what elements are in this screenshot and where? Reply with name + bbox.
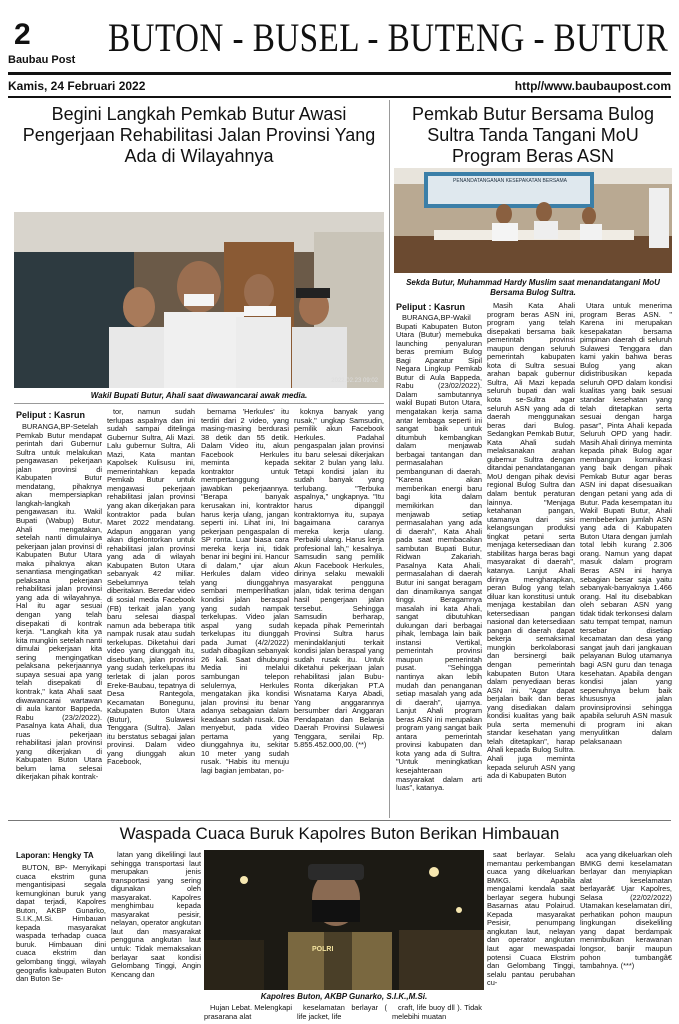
article3-column-3: Hujan Lebat. Melengkapi prasarana alat <box>204 1004 292 1021</box>
officials-photo-illustration <box>14 212 384 388</box>
article3-column-5-tail: craft, life buoy dll ). Tidak melebihi muatan <box>392 1004 482 1021</box>
article2-column-2: Masih Kata Ahali program beras ASN ini, program yang telah disepakati bersama baik pemerintah provinsi maupun dengan seluruh pemerintah kabupaten kota di Sultra sesuai arahan bapak gubernur Sultra, Ali Mazi kepada seluruh bupati dan wali kota se-Sultra agar seluruh ASN yang ada di daerah menggunakan beras dari Bulog. Sedangkan Pemkab Butur, Kata Ahali sudah melaksanakan arahan gubernur Sultra dengan ditandai penandatanganan MoU dengan pihak devisi regional Bulog Sultra dan dalam bentuk peraturan lainnya. "Menjaga ketahanan pangan, utamanya dari sisi kelangsungan produksi tingkat petani serta menjaga ketersediaan dan stabilitas harga beras bagi masyarakat di daerah", katanya. Lanjut Ahali dirinya mengharapkan, peran Bulog yang telah diluar kan konstitusi untuk menjaga kestabilan dan ketersediaan pangan nasional dan ketersediaan pangan di daerah dapat bekerja semaksimal mungkin berkolaborasi dan bersinergi baik dengan pemerintah kabupaten Buton Utara dalam penyediaan beras ASN ini. "Agar dapat berjalan baik dan beras yang disediakan dalam kondisi kualitas yang baik pula serta memenuhi standar kesehatan yang telah ditetapkan", harap Ahali kepada Bulog Sultra. Ahali juga meminta kepada seluruh ASN yang ada di Kabupaten Buton <box>487 302 575 781</box>
article3-column-5: saat berlayar. Selalu memantau perkembangan cuaca yang dikeluarkan BMKG. Apabila mengalami kendala saat berlayar segera hubungi Basarnas atau Polairud. Kepada masyarakat Pesisir, penumpang angkutan laut, nelayan dan operator angkutan laut agar mewaspadai potensi Cuaca Ekstrim dan Gelombang Tinggi, selalu pantau perubahan cu- <box>487 851 575 988</box>
article1-headline: Begini Langkah Pemkab Butur Awasi Pengerjaan Rehabilitasi Jalan Provinsi Yang Ada di Wilayahnya <box>22 104 376 166</box>
article2-photo <box>394 168 672 273</box>
article3-photo <box>204 850 484 990</box>
photo-banner-text: PENANDATANGANAN KESEPAKATAN BERSAMA <box>452 178 567 184</box>
masthead-title: BUTON - BUSEL - BUTENG - BUTUR <box>108 15 669 60</box>
article1-column-4: koknya banyak yang rusak," ungkap Samsudin, pemilik akun Facebook Herkules. Padahal pengaspalan jalan provinsi itu baru selesai dikerjakan sekitar 2 bulan yang lalu. Tetapi kondisi jalan itu sudah banyak yang terlubang. "Terbuka aspalnya," ungkapnya. "Itu harus dipanggil kontraktornya itu, supaya bagaimana caranya mereka kerja ulang. Perbaiki ulang. Harus kerja profesional lah," kesalnya. Samsudin sang pemilik Akun Facebook Herkules, dirinya selaku mewakili masyarakat pengguna jalan, tidak terima dengan hasil pengerjaan jalan tersebut. Sehingga Samsudin berharap, kepada pihak Pemerintah Provinsi Sultra harus menindaklanjuti terkait kondisi jalan beraspal yang sudah rusak itu. Untuk diketahui pekerjaan jalan rehabilitasi jalan Bubu-Ronta dikerjakan PT.A Wisnatama Karya Abadi, Yang anggarannya bersumber dari Anggaran Pendapatan dan Belanja Daerah Provinsi Sulawesi Tenggara, senilai Rp. 5.855.452.000,00. (**) <box>294 408 384 750</box>
article3-caption: Kapolres Buton, AKBP Gunarko, S.I.K.,M.Si. <box>260 992 428 1001</box>
caption-divider <box>14 403 384 404</box>
police-badge-text: POLRI <box>312 946 334 953</box>
article1-column-1: BURANGA,BP-Setelah Pemkab Butur mendapat perintah dari Gubernur Sultra untuk melakukan pengawasan pekerjaan jalan provinsi di Kabupaten Butur mendatang, pihaknya akan mempersiapkan langkah-langkah pengawasan itu. Wakil Bupati (Wabup) Butur, Ahali mengatakan, setelah nanti dimulainya pekerjaan jalan provinsi di Kabupaten Butur Utara maka pihaknya akan senantiasa mengingatkan pelaksana pekerjaan rehabilitasi jalan provinsi yang ada di wilayahnya. Hal itu agar sesuai dengan yang telah disepakati di kontrak kerja. "Langkah kita ya kita mungkin setelah nanti dimulai pekerjaan kita sering mengingatkan pelaksana pekerjaannya supaya sesuai apa yang telah disepakati di kontrak," kata Ahali saat diwawancarai wartawan di aula kantor Bappeda, Rabu (23/2/2022). Pasalnya kata Ahali, dua ruas pekerjaan rehabilitasi jalan provinsi yang dikerjakan di Kabupaten Buton Utara belum lama selesai dikerjakan pihak kontrak- <box>16 423 102 782</box>
page-number: 2 <box>14 18 31 51</box>
publication-name: Baubau Post <box>8 54 76 66</box>
article3-column-2: latan yang dikelilingi laut sehingga transportasi laut merupakan jenis transportasi yang sering digunakan oleh masyarakat. Kapolres menghimbau kepada masyarakat pesisir, nelayan, operator angkutan laut dan masyarakat pengguna angkutan laut untuk: Tidak memaksakan berlayar saat kondisi Gelombang Tinggi, Angin Kencang dan <box>111 851 201 979</box>
article3-column-6: aca yang dikeluarkan oleh BMKG demi keselamatan berlayar dan menyiapkan alat keselamatan berlayarâ€ Ujar Kapolres, Selasa (22/02/2022) Utamakan keselamatan diri, perhatikan pohon maupun lingkungan disekeliling yang dapat berdampak menimbulkan kerawanan longsor, banjir maupun pohon tumbangâ€ tambahnya. (***) <box>580 851 672 971</box>
article3-column-4: keselamatan berlayar ( life jacket, life <box>297 1004 387 1021</box>
article1-column-2: tor, namun sudah terlupas aspalnya dan ini sudah sampai ditelinga Gubernur Sultra, Ali Mazi. Lalu gubernur Sultra, Ali Mazi, Kata mantan Kapolsek Kulisusu ini, memerintahkan kepada Pemkab Butur untuk mengawasi pekerjaan rehabilitasi jalan provinsi yang akan dikerjakan para kontraktor pada bulan Maret 2022 mendatang. Adapun anggaran yang akan digelontorkan untuk rehabilitasi jalan provinsi yang ada di wilayah Kabupaten Buton Utara sebanyak 42 miliar. Sebelumnya telah diberitakan. Beredar video di sosial media Facebook (FB) terkait jalan yang baru selesai diaspal namun ada beberapa titik nampak rusak atau sudah terkelupas. Diketahui dari video yang diunggah itu, disebutkan, jalan provinsi yang sudah terkelupas itu terletak di jalan poros Ereke-Baubau, tepatnya di Desa Rantegola, Kecamatan Bonegunu, Kabupaten Buton Utara (Butur), Sulawesi Tenggara (Sultra). Jalan itu berstatus sebagai jalan provinsi. Dalam video yang diunggah akun Facebook, <box>107 408 195 767</box>
column-divider <box>389 100 390 818</box>
masthead-rule <box>8 72 671 75</box>
article1-byline: Peliput : Kasrun <box>16 410 86 420</box>
dateline-rule <box>8 96 671 98</box>
article3-column-1: BUTON, BP- Menyikapi cuaca ekstrim guna mengantisipasi segala kemungkinan buruk yang dapat terjadi, Kapolres Buton, AKBP Gunarko, S.I.K.,M.Si. Himbauan kepada masyarakat waspada terhadap cuaca buruk. Himbauan dini cuaca ekstrim dan gelombang tinggi, wilayah geografis kabupaten Buton dan Buton Se- <box>16 864 106 984</box>
article2-caption: Sekda Butur, Muhammad Hardy Muslim saat menandatangani MoU Bersama Bulog Sultra. <box>406 278 660 297</box>
website-url[interactable]: http//www.baubaupost.com <box>514 79 671 93</box>
issue-date: Kamis, 24 Februari 2022 <box>8 79 146 93</box>
photo-timestamp: 2022.02.23 09:02 <box>331 378 378 384</box>
article1-column-3: bernama 'Herkules' itu terdiri dari 2 video, yang masing-masing berdurasi 38 detik dan 55 detik. Dalam Video itu, akun Facebook Herkules meminta kepada kontraktor untuk mempertanggung jawabkan pekerjaannya. "Berapa banyak kerusakan ini, kontraktor harus kerja ulang, jangan seperti ini. Lihat ini, Ini pekerjaan pengaspalan di SP ronta. Luar biasa cara mereka kerja ini, tidak benar ini begini ini. Hancur di dalam," ujar akun Herkules dalam video yang diunggahnya sembari memperlihatkan kondisi jalan beraspal yang sudah nampak terkelupas. Video jalan aspal yang sudah terkelupas itu diunggah pada Jumat (4/2/2022) sudah dibagikan sebanyak 26 kali. Saat dihubungi Media ini melalui sambungan telepon selulernya, Herkules mengatakan jika kondisi jalan provinsi itu benar adanya sebagaian dalam keadaan sudah rusak. Dia menyebut, pada video pertama yang diunggahnya itu, sekitar 10 meter yang sudah rusak. "Habis itu menuju lagi bagian jembatan, po- <box>201 408 289 775</box>
article3-headline: Waspada Cuaca Buruk Kapolres Buton Berikan Himbauan <box>119 824 560 843</box>
article3-byline: Laporan: Hengky TA <box>16 851 94 860</box>
article2-column-1: BURANGA,BP-Wakil Bupati Kabupaten Buton Utara (Butur) memebuka launching penyaluran beras premium Bulog Bagi Aparatur Sipil Negara Lingkup Pemkab Butur di Aula Bappeda, Rabu (23/02/2022). Dalam sambutannya wakil Bupati Buton Utara, mengatakan kerja sama antar lembaga seperti ini sangat baik untuk ditumbuh kembangkan dalam menjawab berbagai tantangan dan permasalahan pembangunan di daerah. "Karena akan memberikan energi baru bagi kita dalam memikirkan dan menjawab setiap permasalahan yang ada di daerah", Kata Ahali pada saat membacakan sambutan Bupati Butur, Ridwan Zakariah. Pasalnya Kata Ahali, permasalahan di daerah Butur ini sangat beragam dan dinamikanya sangat tinggi. Beragamnya masalah ini kata Ahali, sangat dibutuhkan dukungan dari berbagai pihak, lembaga lain baik instansi Vertikal, pemerintah provinsi maupun pemerintah pusat. "Sehingga nantinya akan lebih mudah dan penanganan setiap masalah yang ada di daerah", ujarnya. Lanjut Ahali program beras ASN ini merupakan program yang sangat baik antara pemerintah provinsi kabupaten dan kota yang ada di Sultra. "Untuk meningkatkan kesejahteraan masyarakat dalam arti luas", katanya. <box>396 314 482 793</box>
article2-headline: Pemkab Butur Bersama Bulog Sultra Tanda Tangani MoU Program Beras ASN <box>411 104 655 166</box>
section-divider <box>8 820 671 821</box>
article1-photo <box>14 212 384 388</box>
article2-column-3: Utara untuk menerima program Beras ASN. " Karena ini merupakan kesepakatan bersama pimpinan daerah di seluruh Sulawesi Tenggara dan kami yakin bahwa beras Bulog yang akan didistribusikan kepada seluruh OPD dalam kondisi kualitas yang baik sesuai standar kesehatan yang telah ditetapkan serta sesuai dengan harga pasar", Pinta Ahali kepada Seluruh OPD yang hadir. Masih Ahali dirinya meminta kepada pihak Bulog agar membangun komunikasi yang baik dengan pihak Pemkab Butur agar beras ASN ini dapat disesuaikan dengan petani yang ada di Butur. Pada kesempatan itu Wakil Bupati Butur, Ahali membeberkan jumlah ASN yang ada di Kabupaten Buton Utara dengan jumlah total lebih kurang 2.306 orang. Namun yang dapat masuk dalam program Beras ASN ini hanya sebagian besar saja yaitu sebanyak-banyaknya 1.466 orang. Hal itu disebabkan oleh sebaran ASN yang tidak tidak terkonsesi dalam satu tempat tempat, namun tersebar disetiap kecamatan dan desa yang sangat jauh dari jangkauan pelayanan Bulog utamanya bagi ASN guru dan tenaga kesehatan. Apabila dengan kondisi jalan yang sepenuhnya belum baik khususnya jalan provinsiprovinsi sehingga apabila seluruh ASN masuk di program ini akan menyulitkan dalam pelaksanaan <box>580 302 672 746</box>
dateline <box>8 76 671 96</box>
article1-caption: Wakil Bupati Butur, Ahali saat diwawancarai awak media. <box>90 391 308 400</box>
article2-byline: Peliput : Kasrun <box>396 302 466 312</box>
police-chief-illustration <box>204 850 484 990</box>
